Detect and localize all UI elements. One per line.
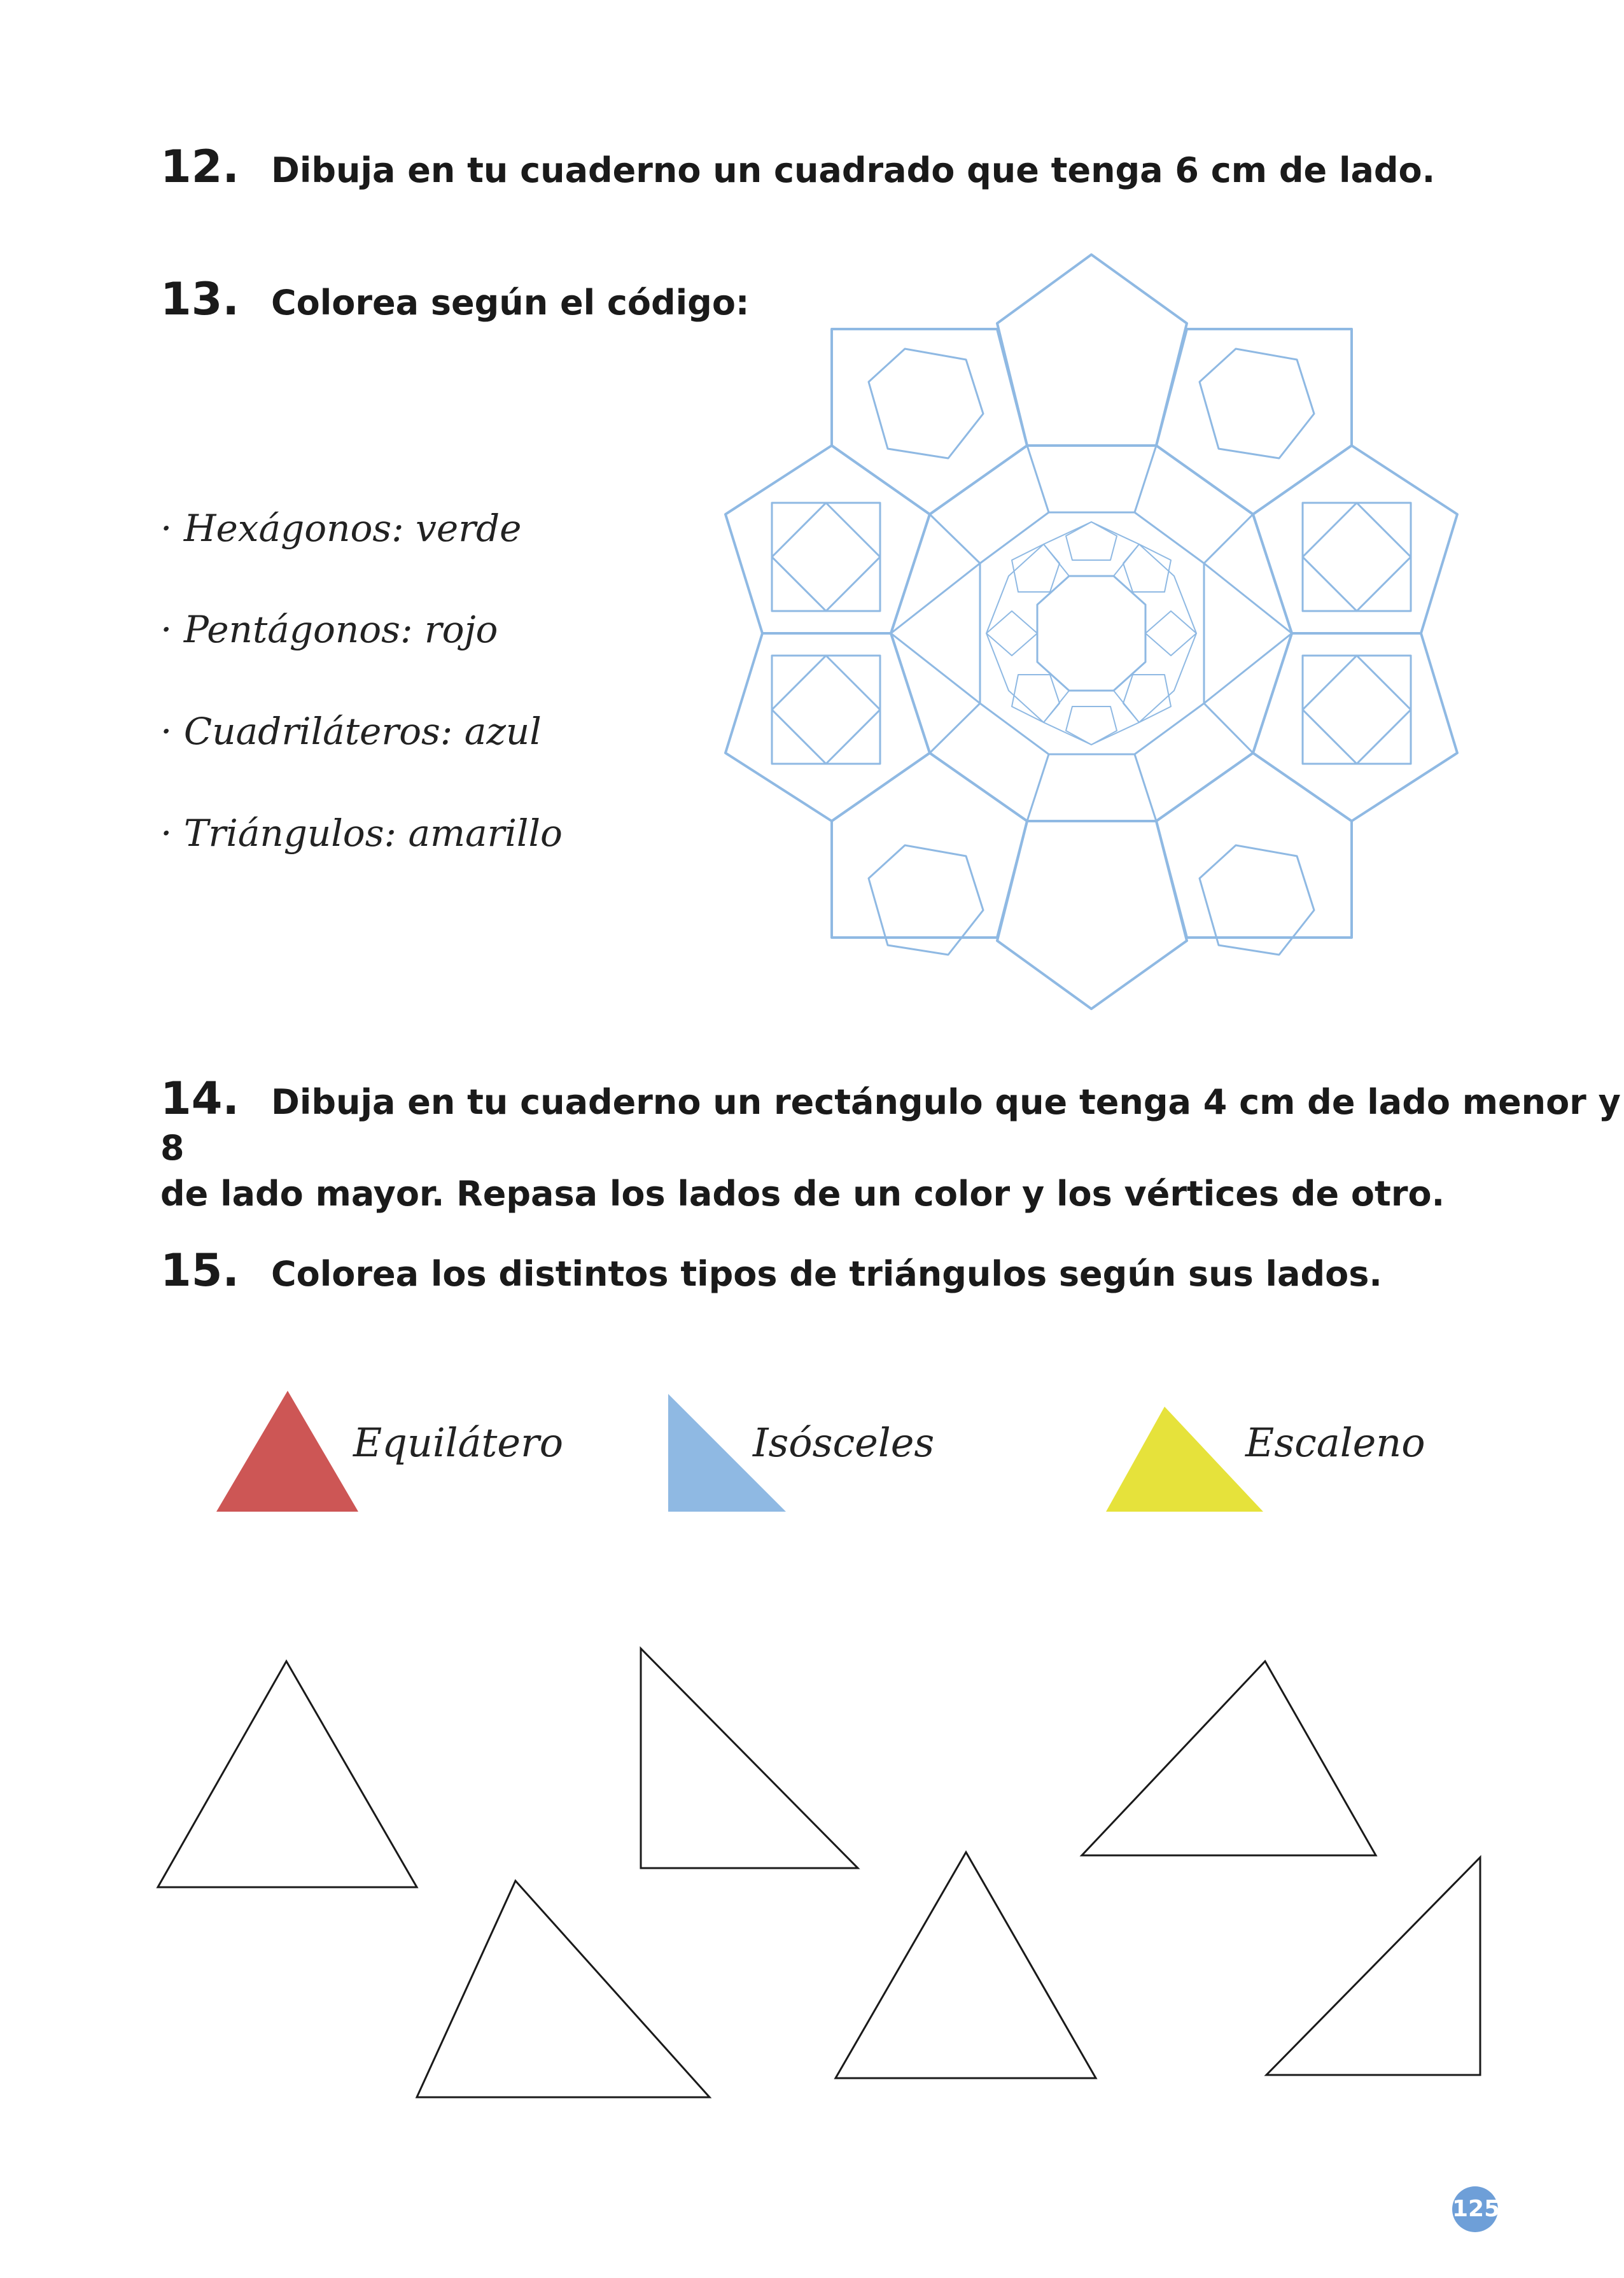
triangle-to-color[interactable] bbox=[836, 1852, 1096, 2078]
color-code-quadrilaterals: · Cuadriláteros: azul bbox=[160, 710, 542, 753]
scalene-label: Escaleno bbox=[1245, 1419, 1425, 1466]
exercise-12-number: 12. bbox=[160, 141, 240, 193]
exercise-14-number: 14. bbox=[160, 1072, 240, 1125]
color-code-triangles: · Triángulos: amarillo bbox=[160, 812, 563, 855]
equilateral-label: Equilátero bbox=[353, 1419, 564, 1466]
exercise-13-number: 13. bbox=[160, 273, 240, 325]
color-code-pentagons: · Pentágonos: rojo bbox=[160, 608, 498, 651]
exercise-15-number: 15. bbox=[160, 1244, 240, 1297]
triangle-to-color[interactable] bbox=[417, 1881, 710, 2097]
color-code-hexagons: · Hexágonos: verde bbox=[160, 507, 522, 550]
exercise-15-text: Colorea los distintos tipos de triángulos según sus lados. bbox=[271, 1254, 1382, 1294]
triangle-to-color[interactable] bbox=[641, 1649, 858, 1868]
isosceles-label: Isósceles bbox=[753, 1419, 935, 1466]
exercise-14-line1: 14. Dibuja en tu cuaderno un rectángulo que tenga 4 cm de lado menor y 8 bbox=[160, 1072, 1621, 1168]
triangle-to-color[interactable] bbox=[1266, 1857, 1480, 2075]
exercise-12-text: Dibuja en tu cuaderno un cuadrado que tenga 6 cm de lado. bbox=[271, 150, 1436, 190]
triangle-to-color[interactable] bbox=[158, 1661, 417, 1887]
triangle-to-color[interactable] bbox=[1082, 1661, 1376, 1855]
exercise-14-line2: de lado mayor. Repasa los lados de un color y los vértices de otro. bbox=[160, 1174, 1445, 1214]
page-number: 125 bbox=[1452, 2186, 1498, 2232]
exercise-13-text: Colorea según el código: bbox=[271, 283, 750, 323]
